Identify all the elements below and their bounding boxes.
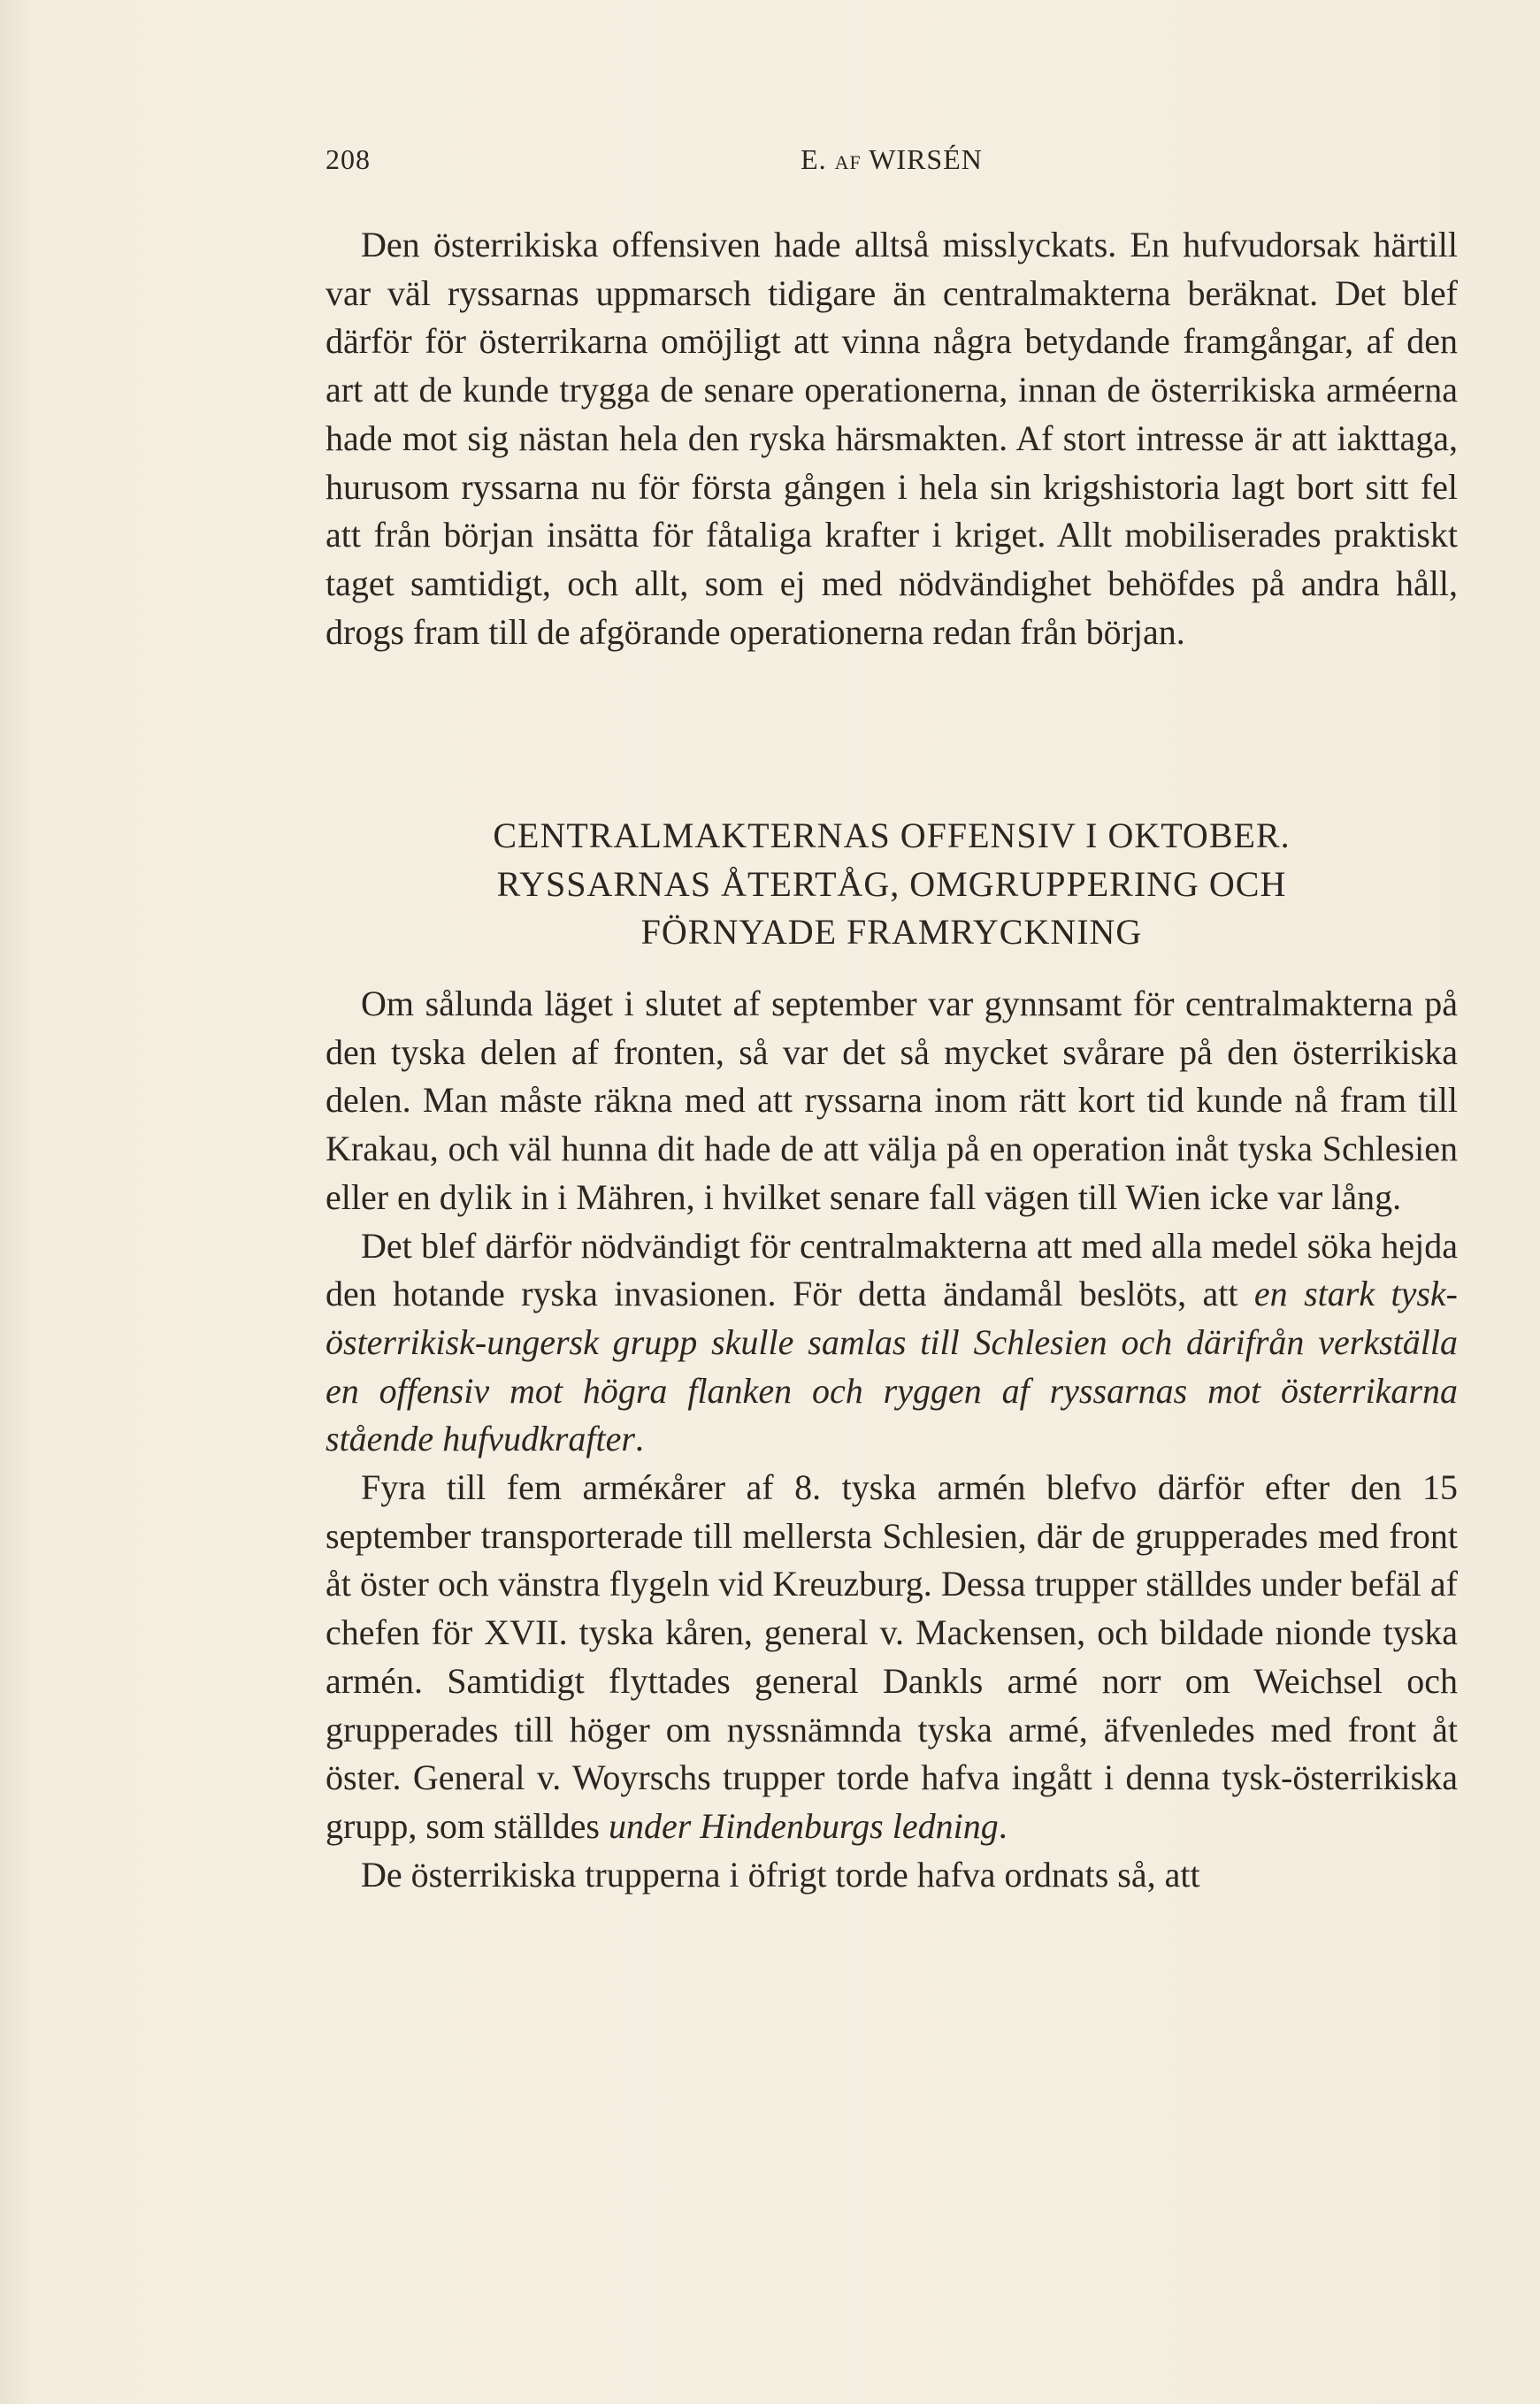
paragraph-3: [326, 1222, 1458, 1465]
section-heading-line-2: RYSSARNAS ÅTERTÅG, OMGRUPPERING OCH: [496, 863, 1287, 904]
running-head-initial: E.: [801, 143, 827, 175]
page-header: [326, 143, 1458, 188]
paragraph-3-text: Det blef därför nödvändigt för centralmakterna att med alla medel söka hejda den hotande ryska invasionen. För detta ändamål beslöts, att: [326, 1225, 1458, 1314]
paragraph-4: [326, 1464, 1458, 1851]
running-head-name: WIRSÉN: [869, 143, 983, 175]
page-number: 208: [326, 143, 371, 175]
paragraph-5: De österrikiska trupperna i öfrigt torde hafva ordnats så, att: [361, 1854, 1200, 1895]
running-head-af: AF: [834, 151, 862, 173]
paragraph-4-text: Fyra till fem arméкårer af 8. tyska armén blefvo därför efter den 15 september transporterade till mellersta Schlesien, där de grupperades med front åt öster och vänstra flygeln vid Kreuzburg. Dessa trupper ställdes under befäl af chefen för XVII. tyska kåren, general v. Mackensen, och bildade nionde tyska armén. Samtidigt flyttades general Dankls armé norr om Weichsel och grupperades till höger om nyssnämnda tyska armé, äfvenledes med front åt öster. General v. Woyrschs trupper torde hafva ingått i denna tysk-österrikiska grupp, som ställdes: [326, 1467, 1458, 1846]
paragraph-3-end: .: [634, 1419, 644, 1459]
section-heading: [326, 812, 1458, 957]
paragraph-4-end: .: [998, 1805, 1008, 1846]
text-block-top: [326, 221, 1458, 656]
paragraph-3-italic: en stark tysk-österrikisk-ungersk grupp skulle samlas till Schlesien och därifrån verkställa en offensiv mot högra flanken och ryggen af ryssarnas mot österrikarna stående hufvudkrafter: [326, 1274, 1459, 1459]
section-heading-line-3: FÖRNYADE FRAMRYCKNING: [640, 912, 1143, 953]
paragraph-2: Om sålunda läget i slutet af september var gynnsamt för centralmakterna på den tyska delen af fronten, så var det så mycket svårare på den österrikiska delen. Man måste räkna med att ryssarna inom rätt kort tid kunde nå fram till Krakau, och väl hunna dit hade de att välja på en operation inåt tyska Schlesien eller en dylik in i Mähren, i hvilket senare fall vägen till Wien icke var lång.: [326, 984, 1458, 1217]
paragraph-4-italic: under Hindenburgs ledning: [608, 1805, 999, 1846]
running-head: [326, 143, 1458, 176]
paragraph-1: Den österrikiska offensiven hade alltså misslyckats. En hufvudorsak härtill var väl ryssarnas uppmarsch tidigare än centralmakterna beräknat. Det blef därför för österrikarna omöjligt att vinna några betydande framgångar, af den art att de kunde trygga de senare operationerna, innan de österrikiska arméerna hade mot sig nästan hela den ryska härsmakten. Af stort intresse är att iakttaga, hurusom ryssarna nu för första gången i hela sin krigshistoria lagt bort sitt fel att från början insätta för fåtaliga krafter i kriget. Allt mobiliserades praktiskt taget samtidigt, och allt, som ej med nödvändighet behöfdes på andra håll, drogs fram till de afgörande operationerna redan från början.: [326, 225, 1458, 652]
section-heading-line-1: CENTRALMAKTERNAS OFFENSIV I OKTOBER.: [493, 815, 1291, 855]
text-block-bottom: [326, 980, 1458, 1899]
